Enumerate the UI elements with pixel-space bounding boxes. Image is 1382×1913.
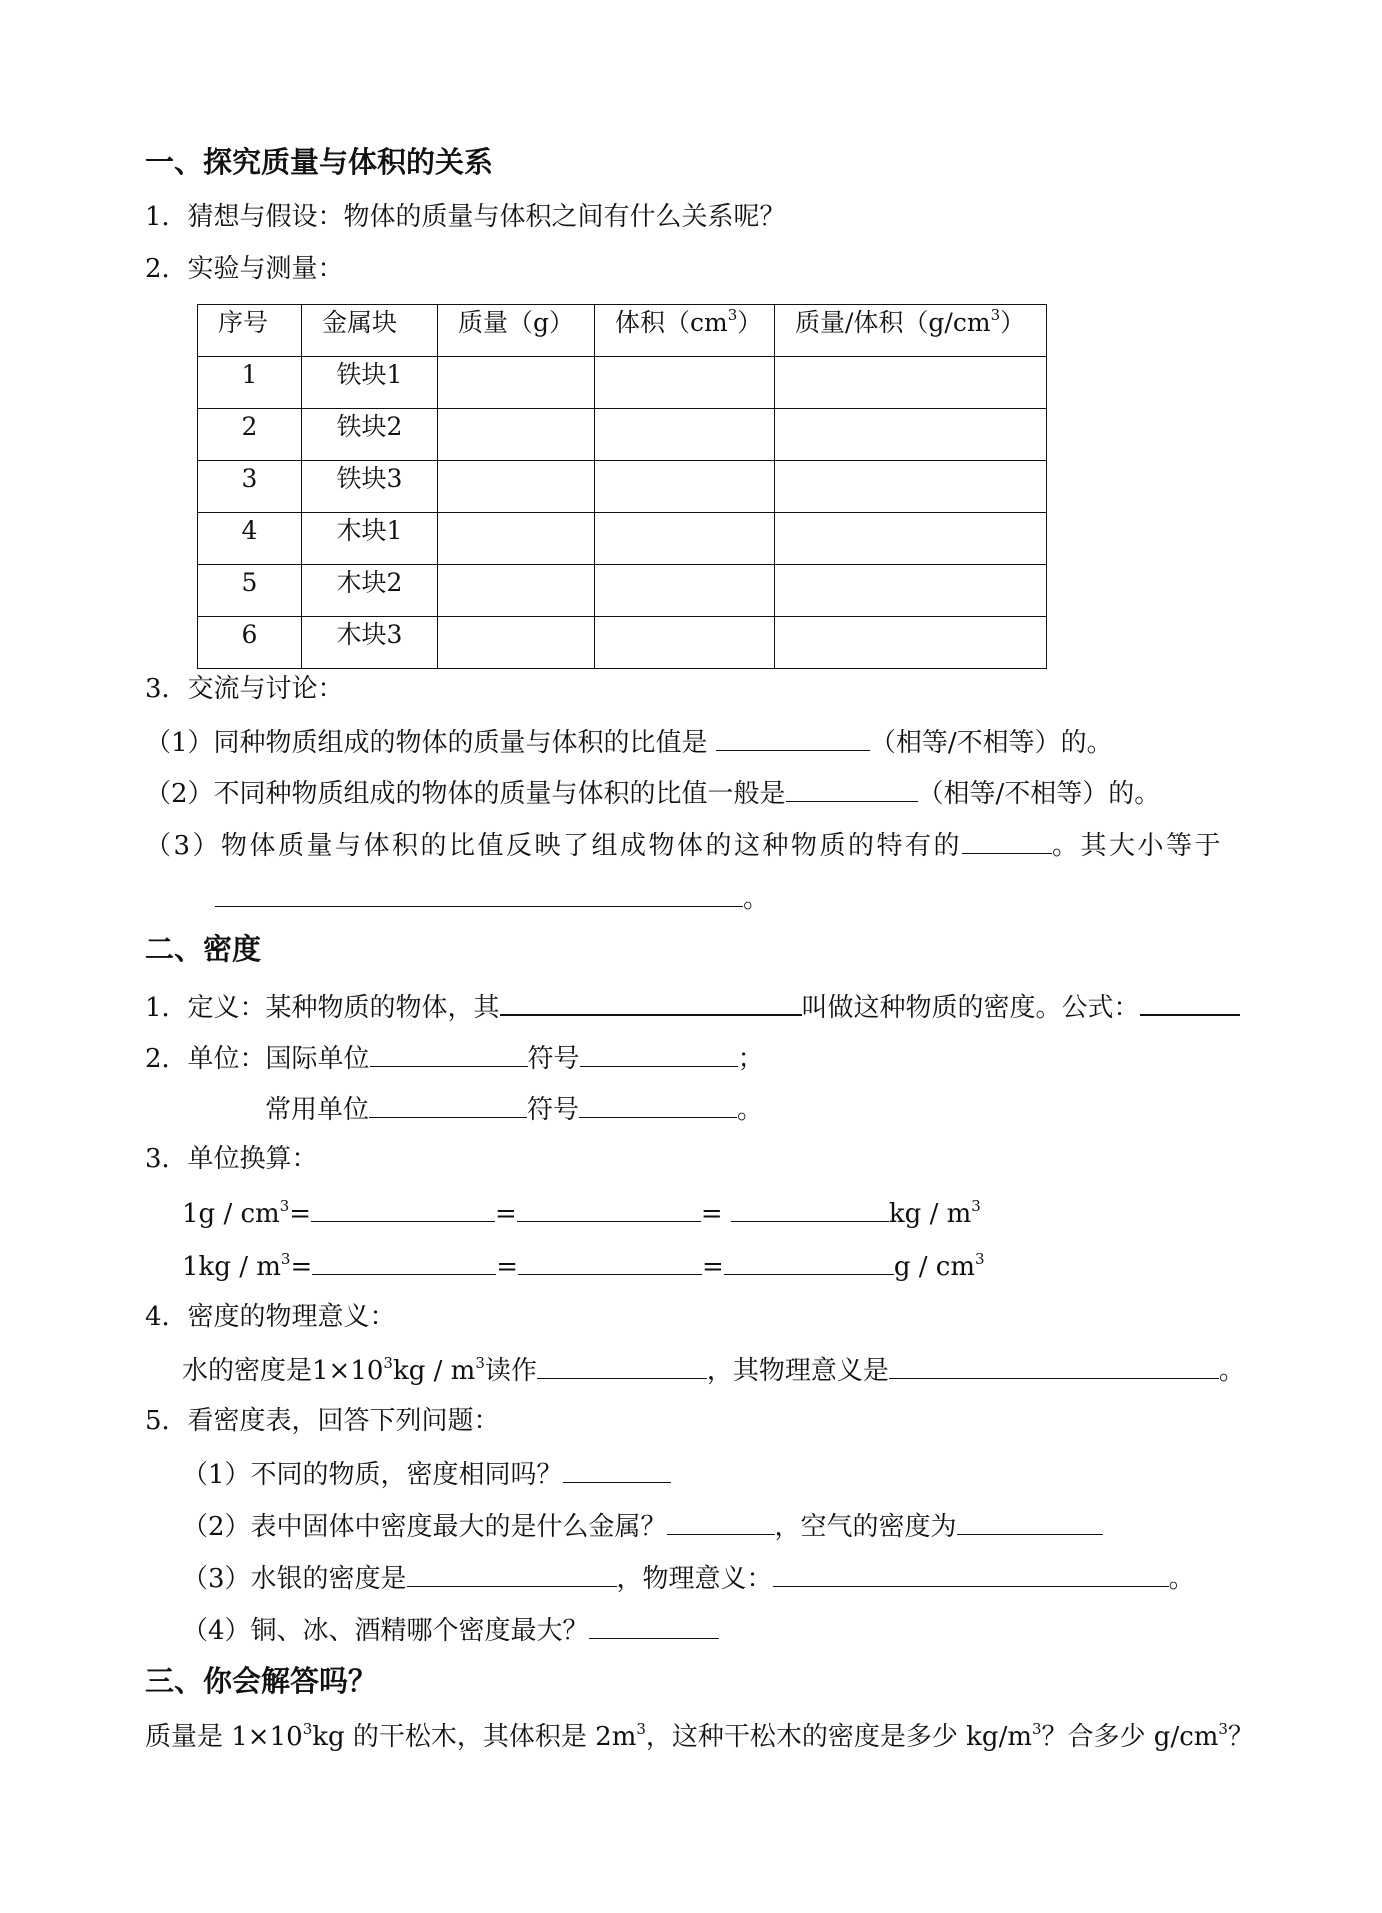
cell-mass[interactable] (438, 617, 595, 669)
conversion-line-2: $1kg / m^3=$ = = g / $cm^3$ (182, 1250, 985, 1282)
header-ratio: 质量/体积$(g/cm^3)$ (775, 305, 1047, 357)
table-question-2: （2）表中固体中密度最大的是什么金属？ ，空气的密度为 (182, 1508, 1103, 1544)
discussion-1: （1）同种物质组成的物体的质量与体积的比值是 （相等/不相等）的。 (145, 724, 1113, 760)
cell-ratio[interactable] (775, 617, 1047, 669)
discussion-2: （2）不同种物质组成的物体的质量与体积的比值一般是 （相等/不相等）的。 (145, 775, 1160, 811)
definition-line: 1．定义：某种物质的物体，其 叫做这种物质的密度。公式： (145, 988, 1240, 1025)
answer-blank[interactable] (518, 1248, 702, 1275)
header-block: 金属块 (302, 305, 438, 357)
cell-ratio[interactable] (775, 513, 1047, 565)
cell-block: 铁块2 (302, 409, 438, 461)
cell-index: 6 (198, 617, 302, 669)
cell-volume[interactable] (595, 513, 775, 565)
header-volume: 体积$(cm^3)$ (595, 305, 775, 357)
cell-ratio[interactable] (775, 565, 1047, 617)
answer-blank[interactable] (724, 1248, 894, 1275)
answer-blank[interactable] (500, 988, 802, 1016)
conversion-title: 3．单位换算： (145, 1144, 318, 1174)
cell-block: 木块3 (302, 617, 438, 669)
discussion-3: （3）物体质量与体积的比值反映了组成物体的这种物质的特有的 。其大小等于 (145, 827, 1223, 863)
answer-blank[interactable] (563, 1456, 671, 1483)
table-question-1: （1）不同的物质，密度相同吗？ (182, 1456, 671, 1492)
cell-index: 3 (198, 461, 302, 513)
cell-ratio[interactable] (775, 461, 1047, 513)
answer-blank[interactable] (580, 1040, 738, 1067)
cell-volume[interactable] (595, 461, 775, 513)
section-title-2: 二、密度 (145, 932, 262, 966)
answer-blank[interactable] (889, 1352, 1219, 1379)
section-title-3: 三、你会解答吗？ (145, 1664, 378, 1698)
answer-blank[interactable] (407, 1560, 617, 1587)
cell-index: 4 (198, 513, 302, 565)
cell-volume[interactable] (595, 409, 775, 461)
question-2: 2．实验与测量： (145, 254, 344, 284)
answer-blank[interactable] (537, 1352, 707, 1379)
cell-block: 木块1 (302, 513, 438, 565)
section-title-1: 一、探究质量与体积的关系 (145, 145, 494, 179)
header-mass: 质量（g） (438, 305, 595, 357)
question-1: 1．猜想与假设：物体的质量与体积之间有什么关系呢？ (145, 202, 786, 232)
answer-blank[interactable] (786, 775, 918, 802)
answer-blank[interactable] (957, 1508, 1103, 1535)
table-row (198, 617, 1047, 669)
answer-blank[interactable] (716, 724, 870, 751)
cell-mass[interactable] (438, 461, 595, 513)
table-row (198, 409, 1047, 461)
cell-block: 木块2 (302, 565, 438, 617)
table-header-row (198, 305, 1047, 357)
cell-index: 1 (198, 357, 302, 409)
answer-blank[interactable] (773, 1560, 1169, 1587)
table-row (198, 565, 1047, 617)
answer-blank[interactable] (667, 1508, 775, 1535)
meaning-line: 水的密度是$1\times 10^3kg / m^3$读作 ，其物理意义是 。 (182, 1354, 1245, 1386)
cell-block: 铁块3 (302, 461, 438, 513)
cell-ratio[interactable] (775, 357, 1047, 409)
unit-si-line: 2．单位：国际单位 符号 ； (145, 1040, 764, 1076)
cell-mass[interactable] (438, 409, 595, 461)
header-index: 序号 (198, 305, 302, 357)
answer-blank[interactable] (312, 1248, 496, 1275)
formula-blank[interactable] (1140, 988, 1240, 1016)
cell-block: 铁块1 (302, 357, 438, 409)
answer-blank[interactable] (517, 1195, 701, 1222)
cell-index: 5 (198, 565, 302, 617)
question-3: 3．交流与讨论： (145, 674, 344, 704)
cell-volume[interactable] (595, 617, 775, 669)
answer-blank[interactable] (311, 1195, 495, 1222)
answer-blank[interactable] (370, 1040, 528, 1067)
table-row (198, 357, 1047, 409)
cell-ratio[interactable] (775, 409, 1047, 461)
answer-blank[interactable] (962, 827, 1052, 854)
table-question-4: （4）铜、冰、酒精哪个密度最大？ (182, 1612, 719, 1648)
answer-blank[interactable] (731, 1195, 889, 1222)
meaning-title: 4．密度的物理意义： (145, 1302, 396, 1332)
table-row (198, 513, 1047, 565)
cell-index: 2 (198, 409, 302, 461)
cell-volume[interactable] (595, 565, 775, 617)
answer-blank[interactable] (589, 1612, 719, 1639)
density-table-title: 5．看密度表，回答下列问题： (145, 1406, 500, 1436)
measurement-table (197, 304, 1047, 669)
answer-blank[interactable] (579, 1091, 737, 1118)
table-question-3: （3）水银的密度是 ，物理意义： 。 (182, 1560, 1195, 1596)
cell-mass[interactable] (438, 565, 595, 617)
cell-mass[interactable] (438, 513, 595, 565)
discussion-3-continued: 。 (215, 880, 769, 916)
conversion-line-1: $1g / cm^3=$ = = kg / $m^3$ (182, 1197, 981, 1229)
table-row (198, 461, 1047, 513)
answer-blank[interactable] (215, 880, 743, 907)
cell-volume[interactable] (595, 357, 775, 409)
problem-text: 质量是 $1\times 10^3kg$ 的干松木，其体积是 $2m^3$，这种干松木的密度是多少 $kg/m^3$？合多少 $g/cm^3$？ (145, 1720, 1254, 1752)
unit-common-line: 常用单位 符号 。 (265, 1091, 763, 1127)
cell-mass[interactable] (438, 357, 595, 409)
answer-blank[interactable] (369, 1091, 527, 1118)
